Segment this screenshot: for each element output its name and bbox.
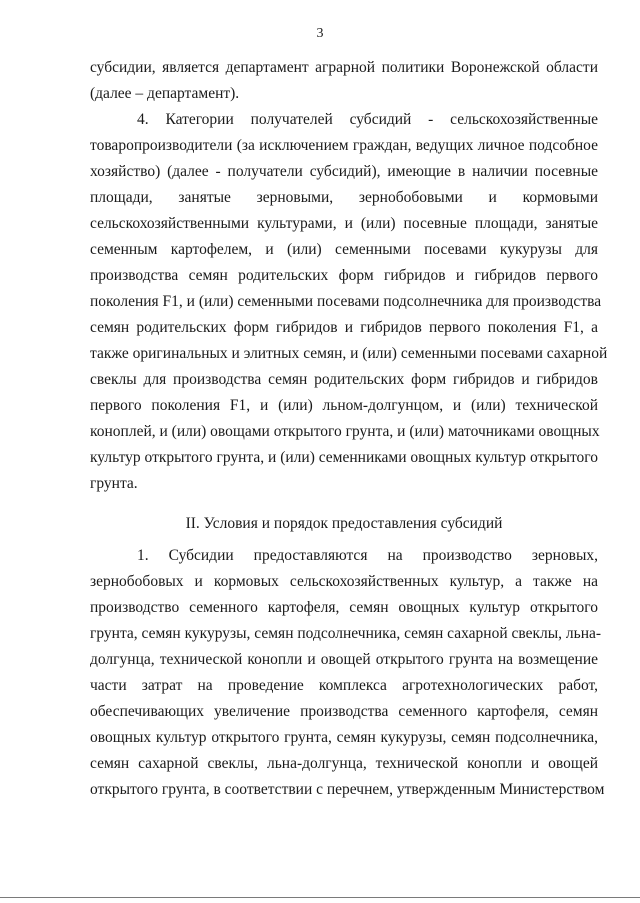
paragraph-start-line: 1. Субсидии предоставляются на производство зерновых, [137, 547, 598, 564]
text-line: также оригинальных и элитных семян, и (или) семенными посевами сахарной [90, 345, 608, 362]
text-line: поколения F1, и (или) семенными посевами подсолнечника для производства [90, 293, 602, 310]
text-line: (далее – департамент). [90, 85, 240, 102]
text-line: семенным картофелем, и (или) семенными посевами кукурузы для [90, 241, 598, 258]
text-line: долгунца, технической конопли и овощей открытого грунта на возмещение [90, 651, 598, 668]
bottom-edge-rule [0, 897, 640, 898]
text-line: зернобобовых и кормовых сельскохозяйственных культур, а также на [90, 573, 598, 590]
text-line: коноплей, и (или) овощами открытого грунта, и (или) маточниками овощных [90, 423, 600, 440]
text-line: семян родительских форм гибридов и гибридов первого поколения F1, а [90, 319, 598, 336]
text-line: обеспечивающих увеличение производства семенного картофеля, семян [90, 703, 598, 720]
text-line: открытого грунта, в соответствии с перечнем, утвержденным Министерством [90, 781, 605, 798]
text-line: хозяйство) (далее - получатели субсидий), имеющие в наличии посевные [90, 163, 598, 180]
text-line: части затрат на проведение комплекса агротехнологических работ, [90, 677, 598, 694]
paragraph-start-line: 4. Категории получателей субсидий - сельскохозяйственные [137, 111, 598, 128]
text-line: свеклы для производства семян родительских форм гибридов и гибридов [90, 371, 598, 388]
text-line: производства семян родительских форм гибридов и гибридов первого [90, 267, 598, 284]
text-line: производство семенного картофеля, семян овощных культур открытого [90, 599, 598, 616]
page-number: 3 [316, 26, 324, 41]
text-line: сельскохозяйственными культурами, и (или) посевные площади, занятые [90, 215, 598, 232]
text-line: грунта, семян кукурузы, семян подсолнечника, семян сахарной свеклы, льна- [90, 625, 602, 642]
text-line: семян сахарной свеклы, льна-долгунца, технической конопли и овощей [90, 755, 598, 772]
text-line: субсидии, является департамент аграрной политики Воронежской области [90, 59, 598, 76]
text-line: площади, занятые зерновыми, зернобобовыми и кормовыми [90, 189, 598, 206]
text-line: товаропроизводители (за исключением граждан, ведущих личное подсобное [90, 137, 598, 154]
section-heading: II. Условия и порядок предоставления субсидий [185, 515, 503, 532]
text-line: первого поколения F1, и (или) льном-долгунцом, и (или) технической [90, 397, 598, 414]
text-line: грунта. [90, 475, 138, 492]
text-line: культур открытого грунта, и (или) семенниками овощных культур открытого [90, 449, 598, 466]
text-line: овощных культур открытого грунта, семян кукурузы, семян подсолнечника, [90, 729, 598, 746]
